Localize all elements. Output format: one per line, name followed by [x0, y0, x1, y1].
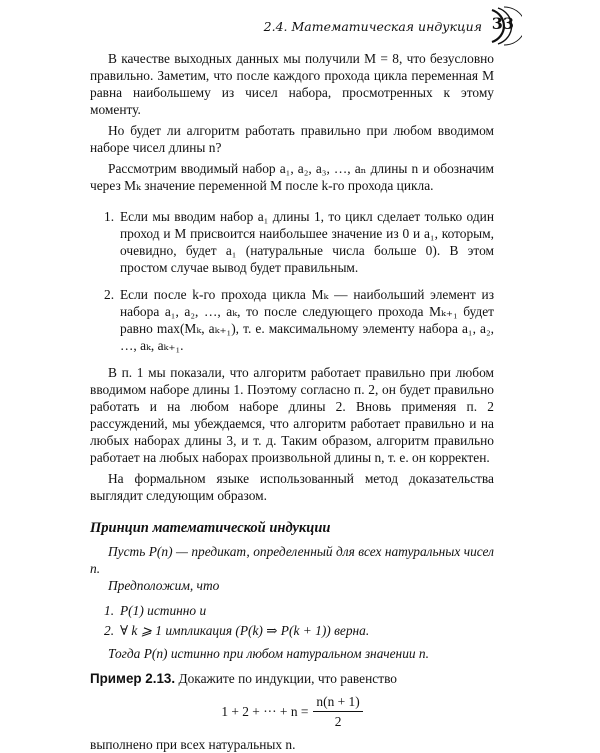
principle-conditions	[90, 602, 494, 639]
formula-fraction	[313, 693, 362, 730]
principle-heading: Принцип математической индукции	[90, 520, 331, 536]
formula-denominator: 2	[334, 714, 342, 729]
proof-step-text: Если мы вводим набор a₁ длины 1, то цикл сделает только один проход и M присвоится наибольшее значение из 0 и a₁, которым, очевидно, будет a₁ (натуральные числа больше 0). В этом простом случае вывод будет правильным.	[120, 209, 494, 275]
principle-block	[90, 543, 494, 662]
example-label: Пример 2.13.	[90, 671, 176, 686]
proof-step	[104, 286, 494, 354]
formula-numerator: n(n + 1)	[313, 693, 362, 712]
page-content	[90, 50, 494, 753]
condition-text: P(1) истинно и	[120, 603, 207, 618]
proof-step	[104, 208, 494, 276]
proof-step-marker: 2.	[104, 287, 115, 302]
example-statement	[90, 670, 494, 687]
paragraph-question: Но будет ли алгоритм работать правильно при любом вводимом наборе чисел длины n?	[90, 123, 494, 155]
proof-step-marker: 1.	[104, 209, 115, 224]
example-text: Докажите по индукции, что равенство	[178, 671, 397, 686]
condition-text: ∀ k ⩾ 1 импликация (P(k) ⇒ P(k + 1)) верна.	[120, 623, 370, 638]
example-after: выполнено при всех натуральных n.	[90, 737, 296, 752]
paragraph-reasoning: В п. 1 мы показали, что алгоритм работает правильно при любом вводимом наборе длины 1. Поэтому согласно п. 2, он будет правильно работать и на любом наборе длины 2. Вновь применяя п. 2 рассуждений, мы убеждаемся, что алгоритм работает правильно и на любых наборах длины 3, и т. д. Таким образом, алгоритм правильно работает на любых наборах произвольной длины n, т. е. он корректен.	[90, 365, 494, 465]
sum-formula	[90, 693, 494, 730]
proof-steps-list	[90, 208, 494, 354]
condition-marker: 2.	[104, 623, 115, 638]
principle-conclusion: Тогда P(n) истинно при любом натуральном значении n.	[108, 646, 429, 661]
proof-step-text: Если после k-го прохода цикла Mₖ — наибольший элемент из набора a₁, a₂, …, aₖ, то после следующего прохода Mₖ₊₁ будет равно max(Mₖ, aₖ₊₁), т. е. максимальному элементу набора a₁, a₂, …, aₖ, aₖ₊₁.	[120, 287, 494, 353]
principle-condition	[104, 602, 494, 619]
page-number: 33	[491, 14, 514, 33]
principle-assume: Предположим, что	[108, 578, 220, 593]
condition-marker: 1.	[104, 603, 115, 618]
principle-intro: Пусть P(n) — предикат, определенный для всех натуральных чисел n.	[90, 544, 494, 576]
paragraph-formal: На формальном языке использованный метод доказательства выглядит следующим образом.	[90, 471, 494, 503]
formula-lhs: 1 + 2 + ··· + n =	[221, 704, 309, 719]
page-number-arc-decoration	[478, 6, 522, 46]
principle-condition	[104, 622, 494, 639]
paragraph-output: В качестве выходных данных мы получили M = 8, что безусловно правильно. Заметим, что после каждого прохода цикла переменная M равна наибольшему из чисел набора, просмотренных к этому моменту.	[90, 51, 494, 117]
running-title: 2.4. Математическая индукция	[263, 19, 482, 34]
paragraph-setup: Рассмотрим вводимый набор a₁, a₂, a₃, …, aₙ длины n и обозначим через Mₖ значение переменной M после k-го прохода цикла.	[90, 161, 494, 193]
